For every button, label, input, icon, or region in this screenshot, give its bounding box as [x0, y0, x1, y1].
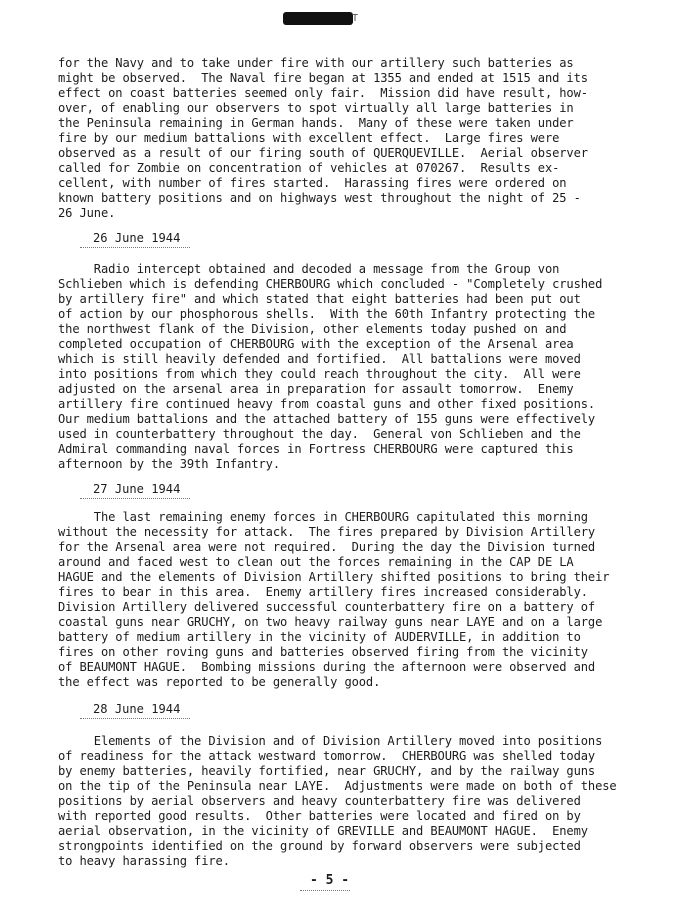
- text-line: on the tip of the Peninsula near LAYE. Adjustments were made on both of these: [58, 779, 617, 793]
- entry-date-underline: [80, 247, 190, 248]
- text-line: Division Artillery delivered successful counterbattery fire on a battery of: [58, 600, 596, 614]
- classification-marking-tail: T: [352, 13, 360, 24]
- text-line: which is still heavily defended and fortified. All battalions were moved: [58, 352, 581, 366]
- text-line: for the Arsenal area were not required. During the day the Division turned: [58, 540, 596, 554]
- entry-date: 26 June 1944: [93, 231, 181, 245]
- entry-date-underline: [80, 498, 190, 499]
- text-line: into positions from which they could reach throughout the city. All were: [58, 367, 581, 381]
- text-line: observed as a result of our firing south of QUERQUEVILLE. Aerial observer: [58, 146, 588, 160]
- text-line: effect on coast batteries seemed only fair. Mission did have result, how-: [58, 86, 588, 100]
- text-line: strongpoints identified on the ground by forward observers were subjected: [58, 839, 581, 853]
- text-line: Admiral commanding naval forces in Fortress CHERBOURG were captured this: [58, 442, 574, 456]
- text-line: Our medium battalions and the attached battery of 155 guns were effectively: [58, 412, 596, 426]
- text-line: completed occupation of CHERBOURG with the exception of the Arsenal area: [58, 337, 574, 351]
- text-line: 26 June.: [58, 206, 116, 220]
- text-line: of BEAUMONT HAGUE. Bombing missions during the afternoon were observed and: [58, 660, 596, 674]
- text-line: the northwest flank of the Division, other elements today pushed on and: [58, 322, 567, 336]
- text-line: by enemy batteries, heavily fortified, near GRUCHY, and by the railway guns: [58, 764, 596, 778]
- text-line: coastal guns near GRUCHY, on two heavy railway guns near LAYE and on a large: [58, 615, 603, 629]
- text-line: fires to bear in this area. Enemy artillery fires increased considerably.: [58, 585, 588, 599]
- text-line: of action by our phosphorous shells. With the 60th Infantry protecting the: [58, 307, 596, 321]
- text-line: adjusted on the arsenal area in preparation for assault tomorrow. Enemy: [58, 382, 574, 396]
- text-line: used in counterbattery throughout the day. General von Schlieben and the: [58, 427, 581, 441]
- redacted-classification-marking: [283, 12, 353, 25]
- page-number: - 5 -: [310, 873, 350, 888]
- text-line: over, of enabling our observers to spot virtually all large batteries in: [58, 101, 574, 115]
- text-line: Radio intercept obtained and decoded a message from the Group von: [58, 262, 560, 276]
- text-line: with reported good results. Other batteries were located and fired on by: [58, 809, 581, 823]
- text-line: fires on other roving guns and batteries observed firing from the vicinity: [58, 645, 588, 659]
- text-line: positions by aerial observers and heavy counterbattery fire was delivered: [58, 794, 581, 808]
- text-line: called for Zombie on concentration of vehicles at 070267. Results ex-: [58, 161, 560, 175]
- text-line: by artillery fire" and which stated that eight batteries had been put out: [58, 292, 581, 306]
- text-line: for the Navy and to take under fire with our artillery such batteries as: [58, 56, 574, 70]
- entry-date: 27 June 1944: [93, 482, 181, 496]
- text-line: aerial observation, in the vicinity of GREVILLE and BEAUMONT HAGUE. Enemy: [58, 824, 588, 838]
- text-line: battery of medium artillery in the vicinity of AUDERVILLE, in addition to: [58, 630, 581, 644]
- text-line: HAGUE and the elements of Division Artillery shifted positions to bring their: [58, 570, 610, 584]
- text-line: fire by our medium battalions with excellent effect. Large fires were: [58, 131, 560, 145]
- text-line: might be observed. The Naval fire began at 1355 and ended at 1515 and its: [58, 71, 588, 85]
- text-line: cellent, with number of fires started. Harassing fires were ordered on: [58, 176, 567, 190]
- text-line: afternoon by the 39th Infantry.: [58, 457, 280, 471]
- text-line: known battery positions and on highways west throughout the night of 25 -: [58, 191, 581, 205]
- text-line: around and faced west to clean out the forces remaining in the CAP DE LA: [58, 555, 574, 569]
- entry-date-underline: [80, 718, 190, 719]
- text-line: without the necessity for attack. The fires prepared by Division Artillery: [58, 525, 596, 539]
- text-line: The last remaining enemy forces in CHERBOURG capitulated this morning: [58, 510, 588, 524]
- page-number-underline: [300, 890, 350, 891]
- text-line: Schlieben which is defending CHERBOURG which concluded - "Completely crushed: [58, 277, 603, 291]
- text-line: the Peninsula remaining in German hands. Many of these were taken under: [58, 116, 574, 130]
- text-line: Elements of the Division and of Division Artillery moved into positions: [58, 734, 603, 748]
- entry-date: 28 June 1944: [93, 702, 181, 716]
- text-line: the effect was reported to be generally good.: [58, 675, 381, 689]
- text-line: artillery fire continued heavy from coastal guns and other fixed positions.: [58, 397, 596, 411]
- text-line: of readiness for the attack westward tomorrow. CHERBOURG was shelled today: [58, 749, 596, 763]
- text-line: to heavy harassing fire.: [58, 854, 230, 868]
